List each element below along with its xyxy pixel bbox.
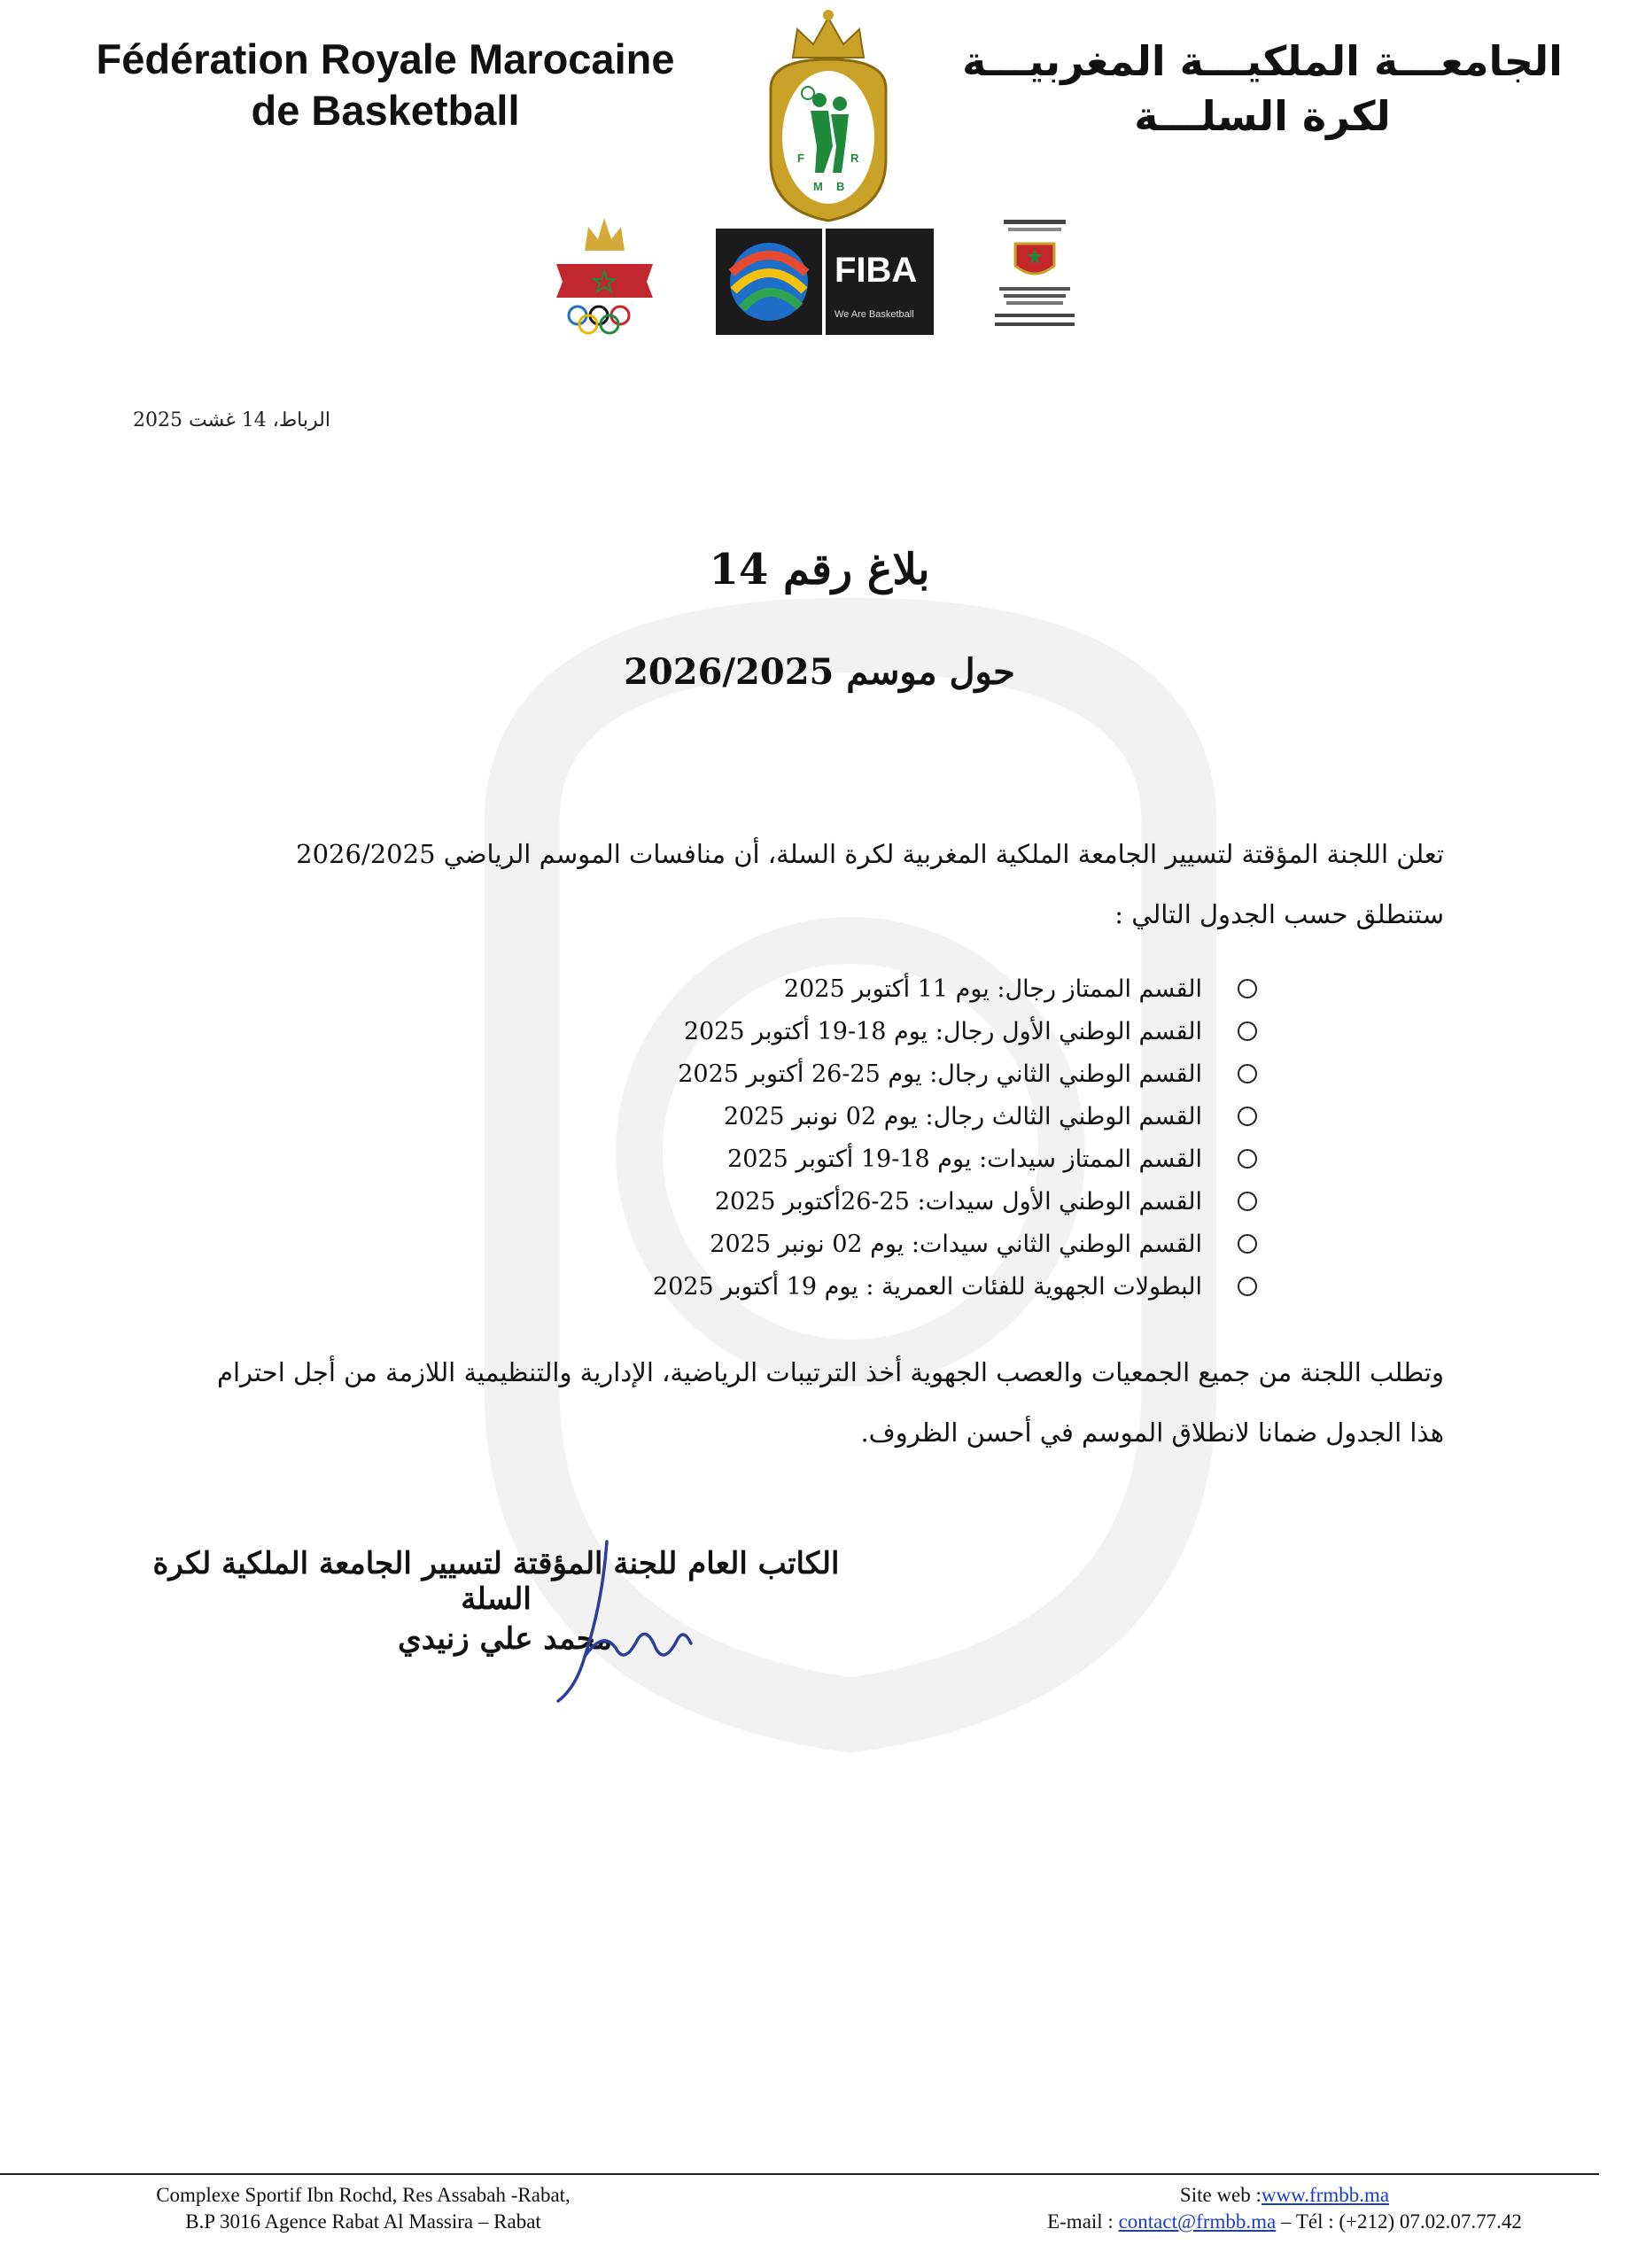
footer-address-line2: B.P 3016 Agence Rabat Al Massira – Rabat [185,2210,541,2233]
site-web-link[interactable]: www.frmbb.ma [1261,2184,1390,2206]
communique-title: بلاغ رقم 14 [709,545,930,594]
federation-title-ar-line2: لكرة السلـــة [1134,92,1391,140]
crest-letter-m: M [813,180,823,193]
frmb-crest-logo [744,4,912,224]
schedule-item-text: القسم الممتاز رجال: يوم 11 أكتوبر 2025 [783,975,1202,1003]
schedule-item [194,1265,1257,1308]
circle-bullet-icon [1238,1192,1257,1211]
fiba-logo [716,229,934,335]
site-web-label: Site web : [1179,2184,1261,2206]
phone-text: – Tél : (+212) 07.02.07.77.42 [1276,2210,1522,2233]
schedule-list [194,967,1257,1308]
schedule-item [194,1052,1257,1095]
footer-address-line1: Complexe Sportif Ibn Rochd, Res Assabah -Rabat, [156,2184,571,2206]
signatory-name: محمد علي زنيدي [398,1621,612,1657]
schedule-item-text: القسم الوطني الثالث رجال: يوم 02 نونبر 2025 [723,1102,1202,1130]
signatory-title: الكاتب العام للجنة المؤقتة لتسيير الجامعة الملكية لكرة السلة [152,1546,840,1617]
schedule-item-text: البطولات الجهوية للفئات العمرية : يوم 19 أكتوبر 2025 [652,1272,1202,1301]
schedule-item [194,1223,1257,1265]
date-line: الرباط، 14 غشت 2025 [133,409,330,431]
crest-letter-f: F [797,151,804,165]
federation-title-fr [35,34,735,136]
federation-title-ar [957,34,1568,144]
footer-address [133,2182,594,2235]
federation-title-fr-line1: Fédération Royale Marocaine [96,35,675,82]
schedule-item [194,1138,1257,1180]
fiba-wordmark: FIBA [835,251,918,290]
circle-bullet-icon [1238,1021,1257,1041]
email-link[interactable]: contact@frmbb.ma [1118,2210,1277,2233]
footer-contact [974,2182,1595,2235]
olympic-committee-logo [549,211,660,335]
circle-bullet-icon [1238,1234,1257,1254]
schedule-item-text: القسم الوطني الأول سيدات: 25-26أكتوبر 2025 [714,1187,1202,1216]
federation-title-fr-line2: de Basketball [251,87,520,134]
circle-bullet-icon [1238,979,1257,998]
circle-bullet-icon [1238,1064,1257,1084]
fiba-tagline: We Are Basketball [835,309,914,320]
communique-subtitle: حول موسم 2026/2025 [624,651,1015,693]
email-label: E-mail : [1047,2210,1119,2233]
ministry-logo [973,213,1097,337]
footer-divider [0,2173,1599,2175]
schedule-item-text: القسم الممتاز سيدات: يوم 18-19 أكتوبر 2025 [727,1145,1202,1173]
circle-bullet-icon [1238,1149,1257,1169]
circle-bullet-icon [1238,1107,1257,1126]
schedule-item [194,1095,1257,1138]
intro-paragraph: تعلن اللجنة المؤقتة لتسيير الجامعة الملكية المغربية لكرة السلة، أن منافسات الموسم الرياضي 2026/2025 ستنطلق حسب الجدول التالي : [296,839,1444,929]
circle-bullet-icon [1238,1277,1257,1296]
schedule-item [194,967,1257,1010]
closing-paragraph: وتطلب اللجنة من جميع الجمعيات والعصب الجهوية أخذ الترتيبات الرياضية، الإدارية والتنظيمية اللازمة من أجل احترام هذا الجدول ضمانا لانطلاق الموسم في أحسن الظروف. [217,1357,1444,1448]
schedule-item [194,1010,1257,1052]
federation-title-ar-line1: الجامعـــة الملكيـــة المغربيـــة [962,37,1563,85]
schedule-item [194,1180,1257,1223]
crest-letter-b: B [836,180,845,193]
crest-letter-r: R [850,151,859,165]
handwritten-signature [532,1524,709,1710]
schedule-item-text: القسم الوطني الأول رجال: يوم 18-19 أكتوبر 2025 [683,1017,1202,1045]
schedule-item-text: القسم الوطني الثاني سيدات: يوم 02 نونبر 2025 [710,1230,1202,1258]
schedule-item-text: القسم الوطني الثاني رجال: يوم 25-26 أكتوبر 2025 [678,1060,1202,1088]
